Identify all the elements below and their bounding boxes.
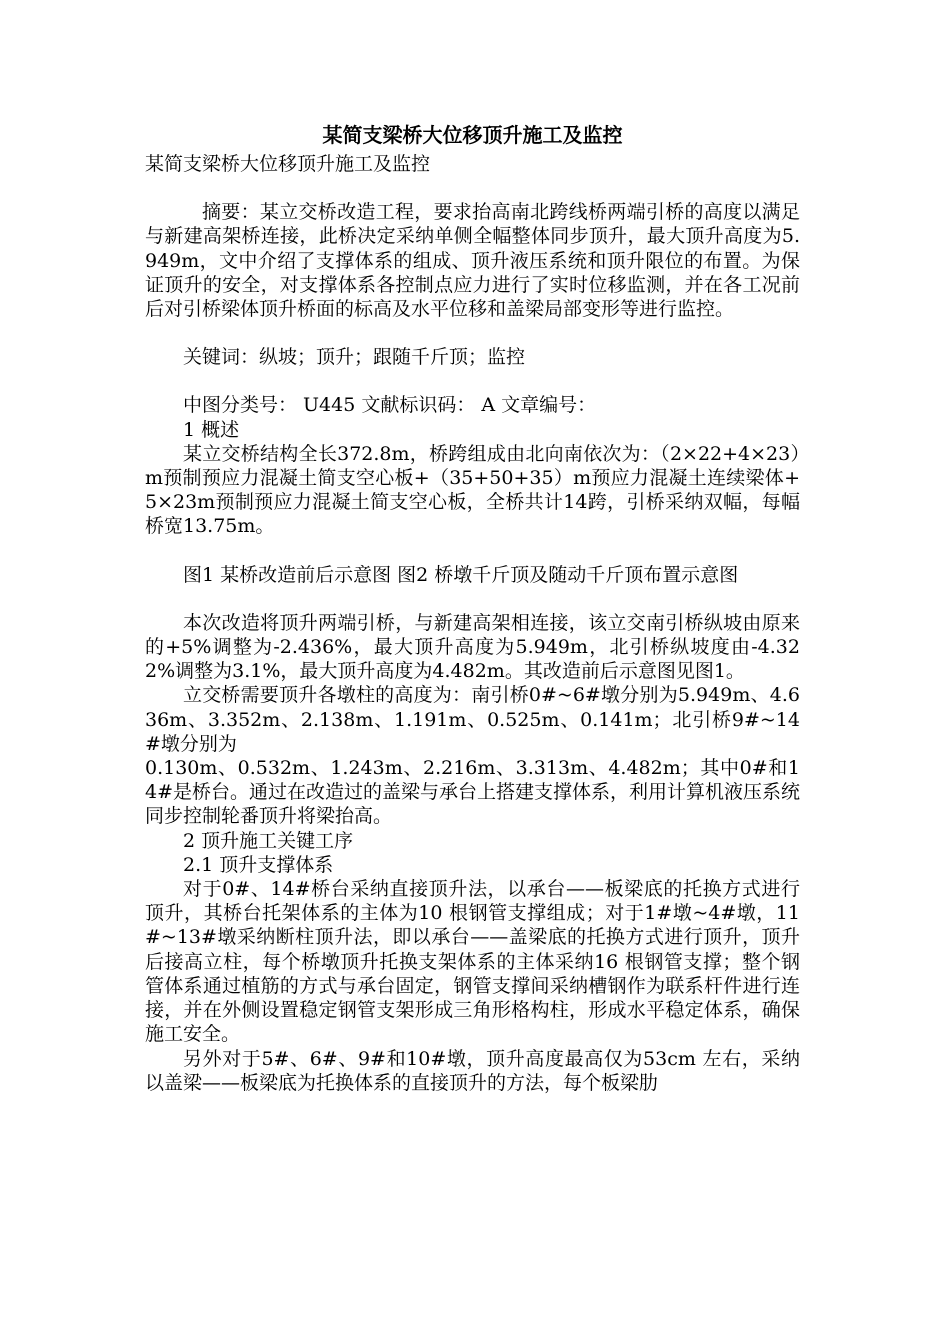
section-1-paragraph-3b: 0.130m、0.532m、1.243m、2.216m、3.313m、4.482m；其中0#和14#是桥台。通过在改造过的盖梁与承台上搭建支撑体系，利用计算机液压系统同步控制轮番顶升将梁抬高。 — [145, 757, 801, 828]
section-1-paragraph-2: 本次改造将顶升两端引桥，与新建高架相连接，该立交南引桥纵坡由原来的+5%调整为-2.436%，最大顶升高度为5.949m，北引桥纵坡度由-4.322%调整为3.1%，最大顶升高度为4.482m。其改造前后示意图见图1。 — [145, 611, 800, 683]
section-1-paragraph-1: 某立交桥结构全长372.8m，桥跨组成由北向南依次为：（2×22+4×23）m预制预应力混凝土简支空心板+（35+50+35）m预应力混凝土连续梁体+5×23m预制预应力混凝土简支空心板，全桥共计14跨，引桥采纳双幅，每幅桥宽13.75m。 — [145, 442, 800, 538]
section-2-1-paragraph-2: 另外对于5#、6#、9#和10#墩，顶升高度最高仅为53cm 左右，采纳以盖梁——板梁底为托换体系的直接顶升的方法，每个板梁肋 — [145, 1047, 800, 1094]
document-subtitle: 某简支梁桥大位移顶升施工及监控 — [145, 153, 431, 175]
spacer — [145, 539, 800, 563]
section-1-heading: 1 概述 — [183, 418, 240, 441]
spacer — [145, 587, 800, 611]
keywords-line: 关键词：纵坡；顶升；跟随千斤顶；监控 — [183, 346, 526, 369]
spacer — [145, 321, 800, 345]
figure-caption: 图1 某桥改造前后示意图 图2 桥墩千斤顶及随动千斤顶布置示意图 — [183, 563, 739, 586]
abstract-paragraph: 摘要：某立交桥改造工程，要求抬高南北跨线桥两端引桥的高度以满足与新建高架桥连接，此桥决定采纳单侧全幅整体同步顶升，最大顶升高度为5.949m，文中介绍了支撑体系的组成、顶升液压系统和顶升限位的布置。为保证顶升的安全，对支撑体系各控制点应力进行了实时位移监测，并在各工况前后对引桥梁体顶升桥面的标高及水平位移和盖梁局部变形等进行监控。 — [145, 201, 800, 321]
section-1-paragraph-3a: 立交桥需要顶升各墩柱的高度为：南引桥0#~6#墩分别为5.949m、4.636m、3.352m、2.138m、1.191m、0.525m、0.141m；北引桥9#~14#墩分别为 — [145, 684, 800, 755]
classification-line: 中图分类号： U445 文献标识码： A 文章编号： — [183, 394, 597, 417]
spacer — [145, 176, 800, 200]
spacer — [145, 369, 800, 393]
section-2-heading: 2 顶升施工关键工序 — [183, 829, 354, 852]
document-title: 某简支梁桥大位移顶升施工及监控 — [322, 123, 623, 147]
section-2-1-heading: 2.1 顶升支撑体系 — [183, 853, 334, 876]
section-2-1-paragraph-1: 对于0#、14#桥台采纳直接顶升法，以承台——板梁底的托换方式进行顶升，其桥台托架体系的主体为10 根钢管支撑组成；对于1#墩~4#墩，11#~13#墩采纳断柱顶升法，即以承台——盖梁底的托换方式进行顶升，顶升后接高立柱，每个桥墩顶升托换支架体系的主体采纳16 根钢管支撑；整个钢管体系通过植筋的方式与承台固定，钢管支撑间采纳槽钢作为联系杆件进行连接，并在外侧设置稳定钢管支架形成三角形格构柱，形成水平稳定体系，确保施工安全。 — [145, 878, 800, 1046]
